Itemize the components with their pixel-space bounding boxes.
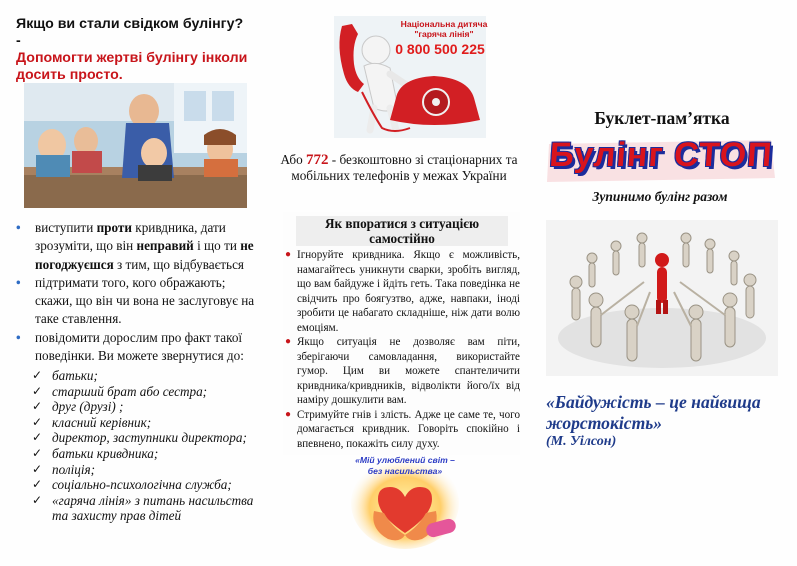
contact-item: ✓ класний керівник; xyxy=(32,414,152,430)
contact-item: ✓ «гаряча лінія» з питань насильства та захисту прав дітей xyxy=(32,492,254,524)
red-bullet-icon: ● xyxy=(285,336,292,347)
witness-heading xyxy=(16,16,251,84)
tip-text: кривдника, дати зрозуміти, що він xyxy=(35,220,226,254)
checkmark-icon: ✓ xyxy=(32,477,43,492)
quote-text: «Байдужість – це найвища жорстокість» xyxy=(546,392,761,433)
contacts-list xyxy=(32,368,262,524)
free-call-note xyxy=(278,152,520,184)
bullet-dot-icon: • xyxy=(16,274,21,290)
tip-emphasis: не погоджуєшся xyxy=(35,238,254,272)
witness-tips-list xyxy=(14,219,260,365)
hotline-title: Національна дитяча "гаряча лінія" xyxy=(400,19,488,39)
contact-item: ✓ батьки; xyxy=(32,368,98,383)
tip-text: з тим, що відбувається xyxy=(113,256,244,272)
tip-text: повідомити дорослим про факт такої поведінки. Ви можете звернутися до: xyxy=(35,329,244,364)
tip-item xyxy=(14,329,260,366)
tip-emphasis: неправий xyxy=(136,238,194,254)
circle-of-figures-image xyxy=(546,220,778,376)
self-help-item: ● Стримуйте гнів і злість. Адже це саме те, чого домагається кривдник. Говоріть спокійно і впевнено, покажіть силу духу. xyxy=(285,408,520,450)
checkmark-icon: ✓ xyxy=(32,430,43,445)
tip-text: виступити xyxy=(35,220,97,235)
free-call-prefix: Або xyxy=(280,152,303,167)
checkmark-icon: ✓ xyxy=(32,492,43,507)
contact-item: ✓ старший брат або сестра; xyxy=(32,383,208,399)
tip-emphasis: проти xyxy=(96,220,132,235)
self-help-item: ● Ігноруйте кривдника. Якщо є можливість, намагайтесь уникнути сварки, зробіть вигляд, що вам байдуже і йдіть геть. Така поведінка не свідчить про боягузтво, адже, навпаки, іноді зробити це набагато складніше, ніж дати волю емоціям. xyxy=(285,249,520,334)
checkmark-icon: ✓ xyxy=(32,414,43,429)
bullet-dot-icon: • xyxy=(16,220,21,235)
tip-item xyxy=(14,274,260,329)
classroom-bullying-photo xyxy=(24,83,247,208)
tip-text: підтримати того, кого ображають; скажи, що він чи вона не заслуговує на таке ставлення. xyxy=(35,274,255,327)
booklet-title: Булінг СТОП xyxy=(548,136,774,174)
slogan: Зупинимо булінг разом xyxy=(592,189,728,204)
checkmark-icon: ✓ xyxy=(32,368,43,382)
short-number: 772 xyxy=(305,152,329,168)
quote-author: (М. Уілсон) xyxy=(546,434,617,449)
checkmark-icon: ✓ xyxy=(32,383,43,398)
contact-item: ✓ поліція; xyxy=(32,461,96,477)
contact-item: ✓ директор, заступники директора; xyxy=(32,430,247,446)
contact-item: ✓ батьки кривдника; xyxy=(32,445,159,461)
witness-question: Якщо ви стали свідком булінгу? - xyxy=(16,16,244,49)
free-call-text: - безкоштовно зі стаціонарних та мобільних телефонів у межах України xyxy=(291,152,518,184)
red-bullet-icon: ● xyxy=(285,408,292,420)
self-help-item: ● Якщо ситуація не дозволяє вам піти, зберігаючи самовладання, використайте гумор. Цим ви можете спантеличити кривдника/кривдників, відволікти його/їх від наміру дошкулити вам. xyxy=(285,336,520,406)
tip-text: і що ти xyxy=(193,238,241,254)
checkmark-icon: ✓ xyxy=(32,461,43,476)
contact-item: ✓ друг (друзі) ; xyxy=(32,399,124,415)
checkmark-icon: ✓ xyxy=(32,399,43,414)
hotline-number: 0 800 500 225 xyxy=(395,41,485,57)
booklet-label: Буклет-пам’ятка xyxy=(594,108,730,128)
blamed-figure-illustration xyxy=(546,220,778,376)
tip-item xyxy=(14,219,260,274)
contact-item: ✓ соціально-психологічна служба; xyxy=(32,477,232,493)
classroom-photo-illustration xyxy=(24,83,247,208)
self-help-title: Як впоратися з ситуацією самостійно xyxy=(296,216,508,246)
witness-answer: Допомогти жертві булінгу інколи досить просто. xyxy=(16,50,248,83)
red-bullet-icon: ● xyxy=(285,249,292,260)
checkmark-icon: ✓ xyxy=(32,445,43,460)
bullet-dot-icon: • xyxy=(16,329,21,345)
no-violence-caption: «Мій улюблений світ – без насильства» xyxy=(355,455,455,476)
self-help-list xyxy=(283,248,520,451)
